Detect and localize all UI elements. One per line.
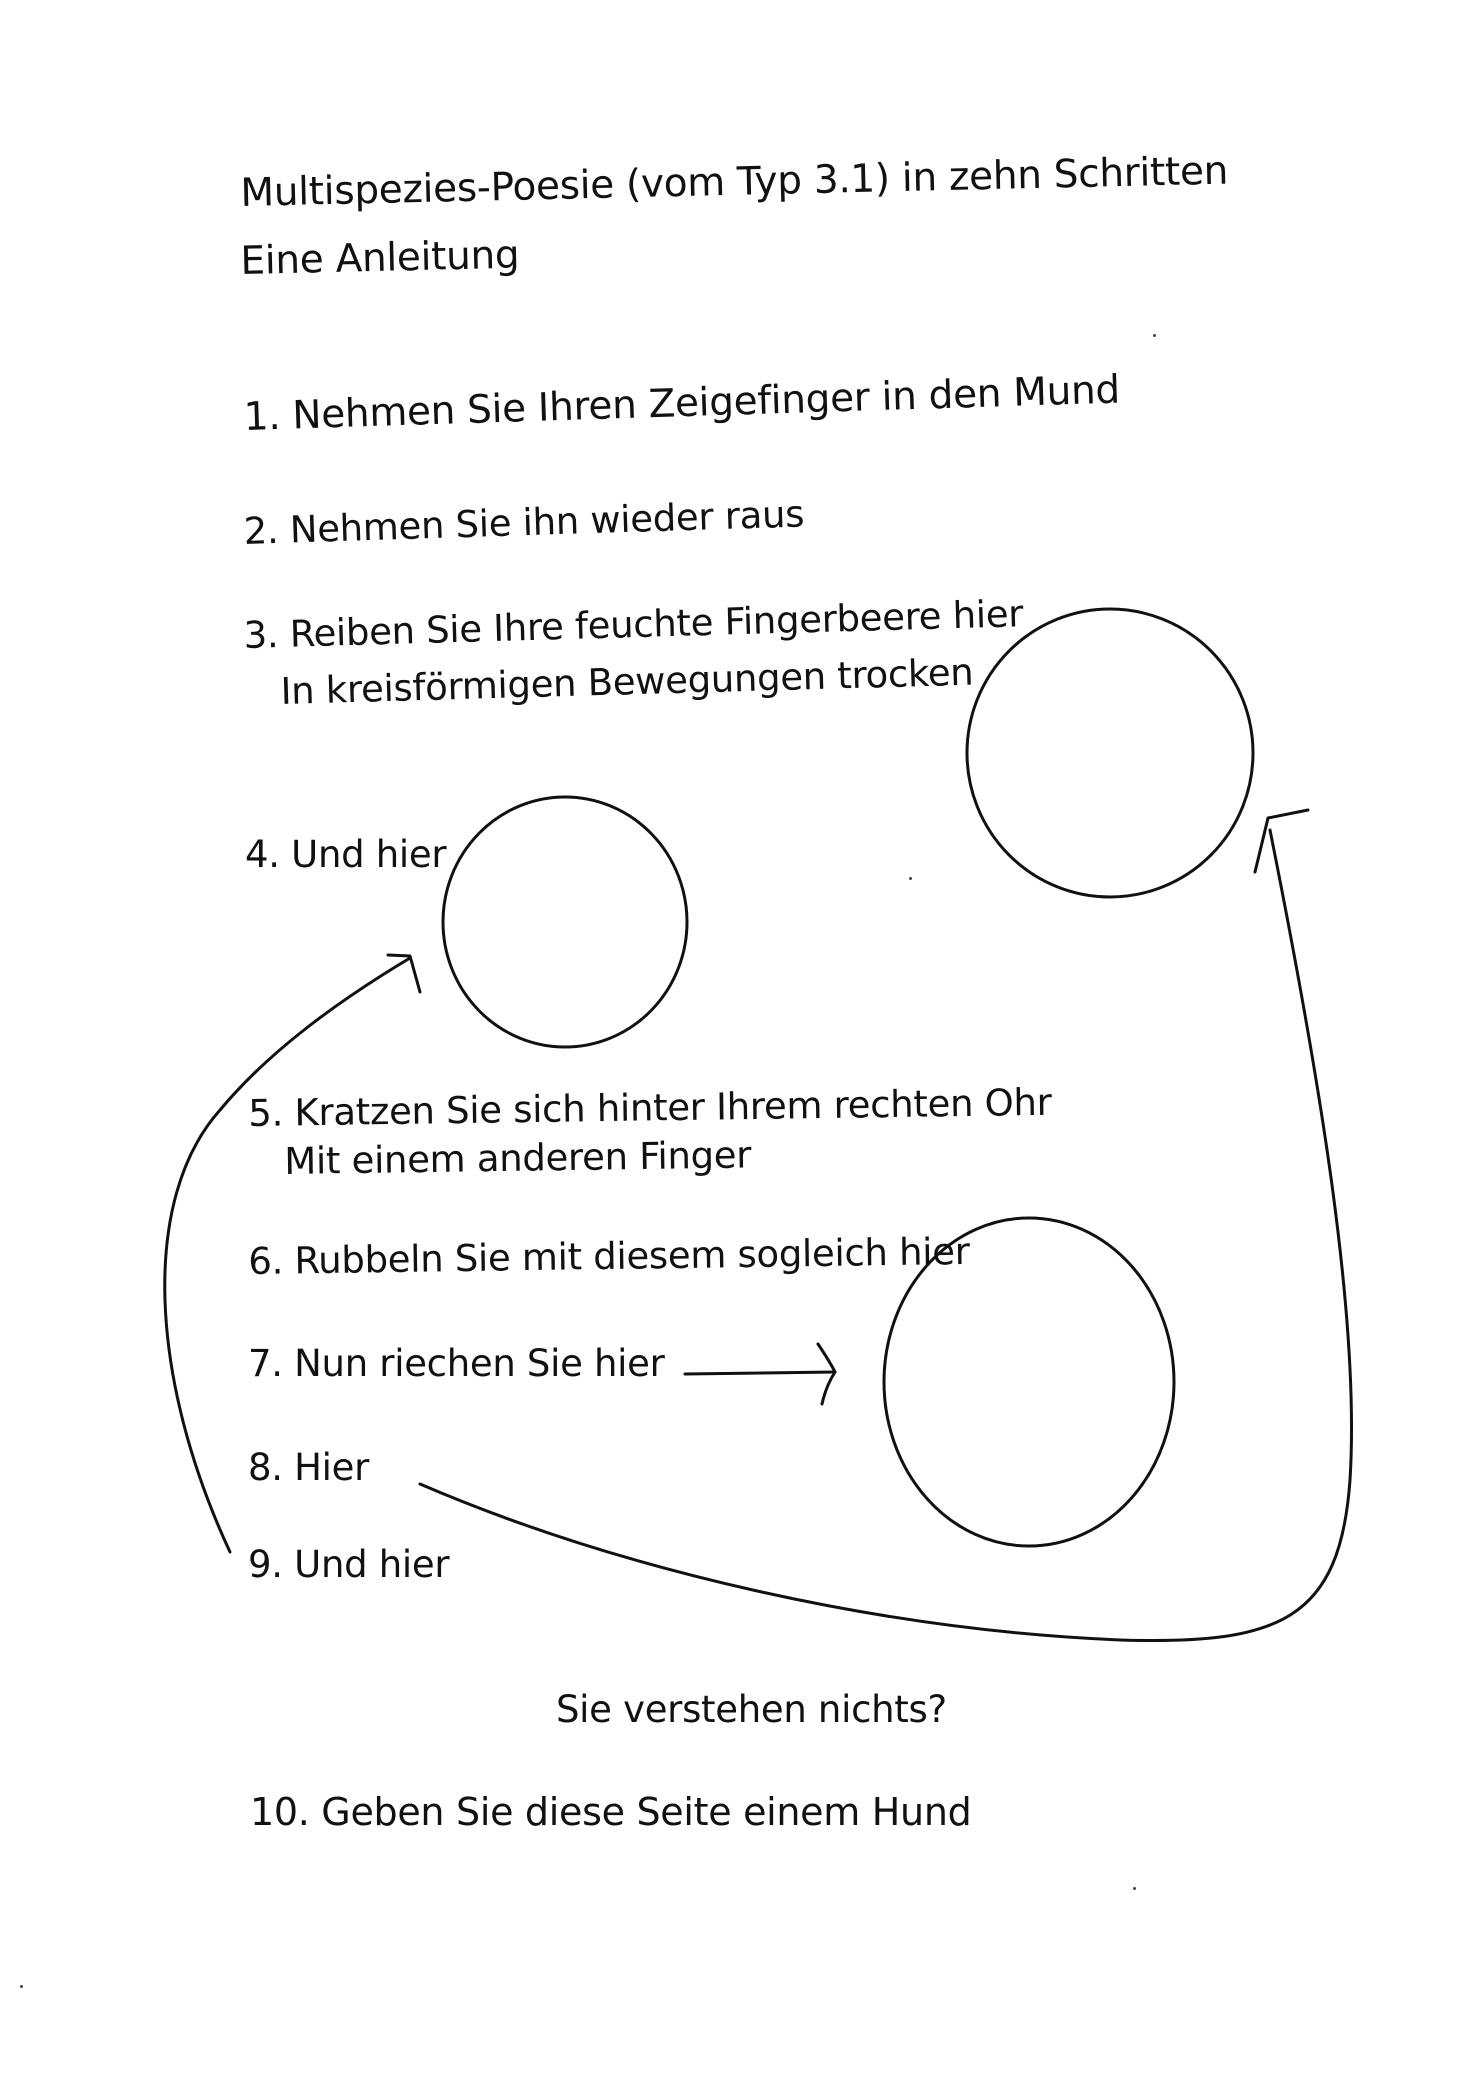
arrow-step-9-to-4: [165, 958, 410, 1552]
arrow-step-8-to-3: [420, 830, 1352, 1641]
scan-speck: [20, 1985, 23, 1988]
step-1: 1. Nehmen Sie Ihren Zeigefinger in den Mund: [242, 367, 1121, 440]
arrow-step-7-head: [818, 1344, 835, 1404]
page-subtitle: Eine Anleitung: [239, 232, 520, 284]
arrow-step-8-to-3-head: [1255, 810, 1308, 872]
scan-speck: [1133, 1887, 1136, 1890]
step-10: 10. Geben Sie diese Seite einem Hund: [250, 1790, 972, 1834]
circle-step-6-7: [884, 1218, 1174, 1546]
page-title: Multispezies-Poesie (vom Typ 3.1) in zehn Schritten: [239, 148, 1229, 216]
step-7: 7. Nun riechen Sie hier: [248, 1342, 665, 1385]
arrow-step-7: [685, 1372, 835, 1374]
circle-step-3: [967, 609, 1253, 897]
step-2: 2. Nehmen Sie ihn wieder raus: [243, 492, 805, 553]
step-5: 5. Kratzen Sie sich hinter Ihrem rechten Ohr: [248, 1080, 1052, 1135]
circle-step-4: [443, 797, 687, 1047]
step-8: 8. Hier: [248, 1446, 370, 1489]
step-3-continuation: In kreisförmigen Bewegungen trocken: [280, 650, 974, 713]
step-5-continuation: Mit einem anderen Finger: [284, 1133, 752, 1183]
scan-speck: [1153, 334, 1156, 337]
step-6: 6. Rubbeln Sie mit diesem sogleich hier: [248, 1229, 970, 1283]
step-9: 9. Und hier: [248, 1543, 450, 1586]
step-3: 3. Reiben Sie Ihre feuchte Fingerbeere hier: [243, 592, 1024, 657]
step-4: 4. Und hier: [245, 833, 447, 876]
question-text: Sie verstehen nichts?: [556, 1688, 947, 1731]
scan-speck: [909, 877, 912, 880]
